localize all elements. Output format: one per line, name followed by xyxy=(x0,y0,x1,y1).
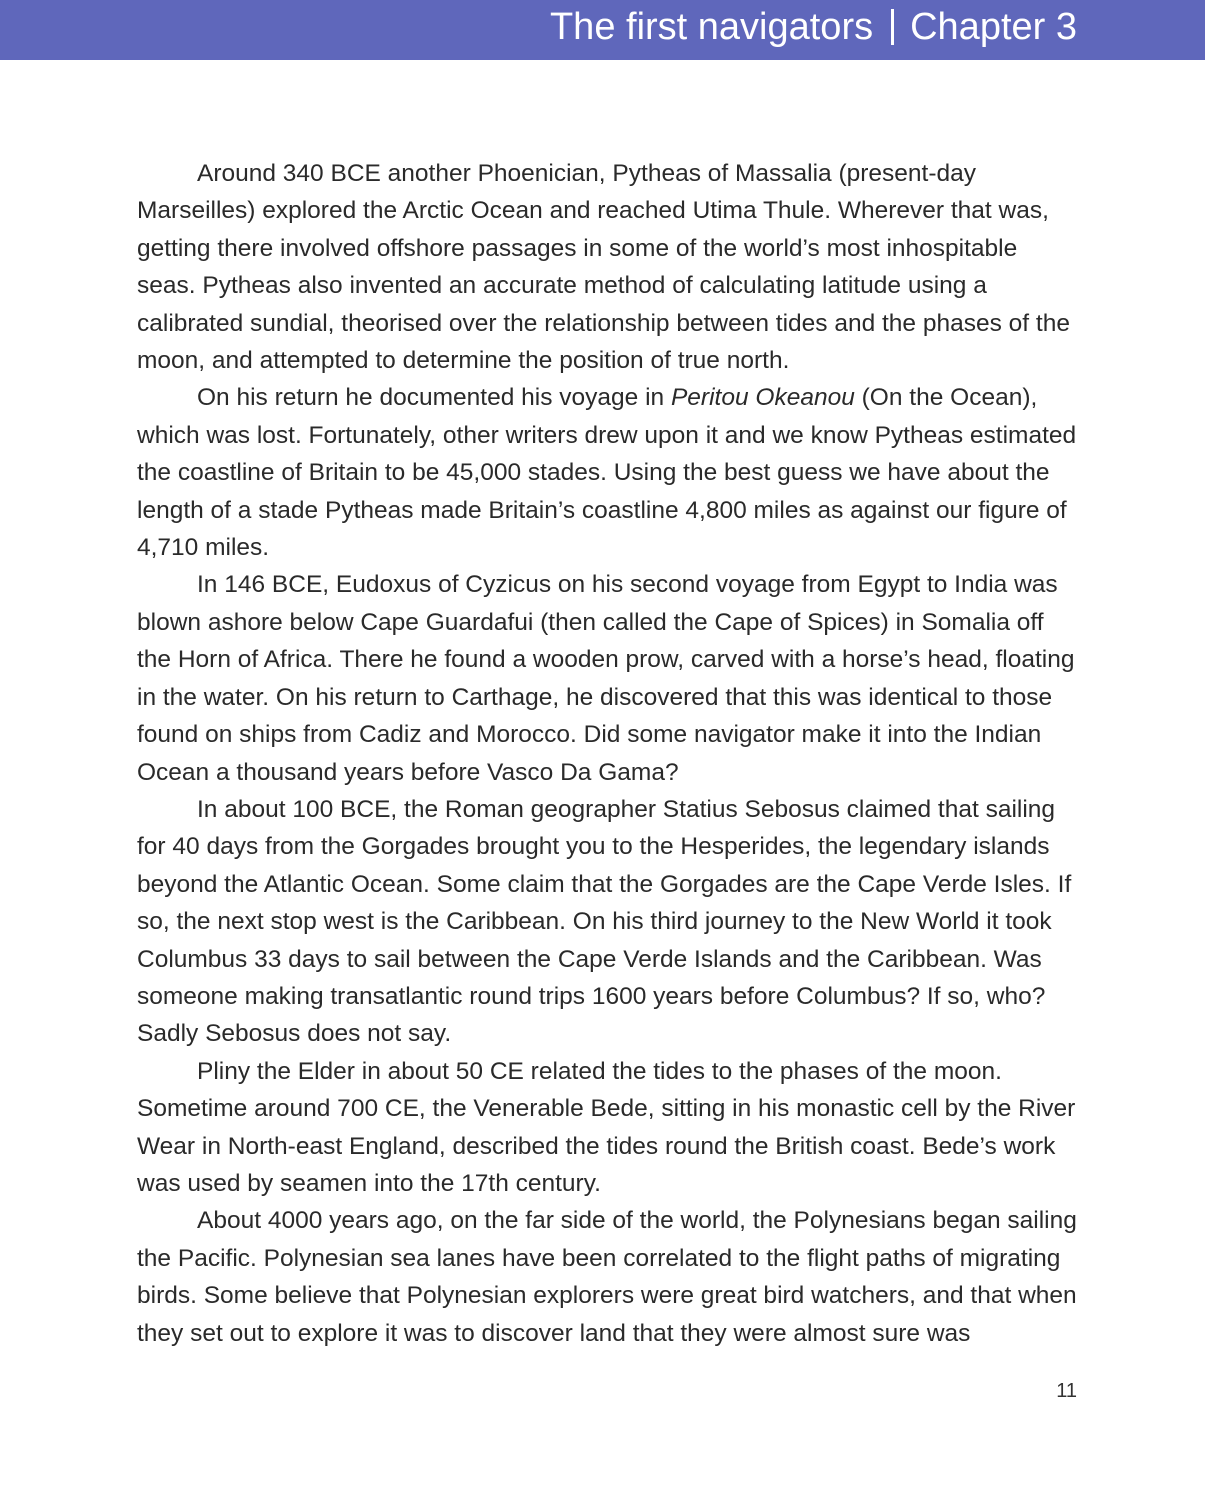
paragraph-text-before: On his return he documented his voyage in xyxy=(197,384,671,412)
body-text xyxy=(137,155,1079,1352)
page-number: 11 xyxy=(1056,1380,1077,1402)
paragraph-peritou-okeanou xyxy=(137,379,1079,566)
paragraph-pytheas: Around 340 BCE another Phoenician, Pytheas of Massalia (present-day Marseilles) explored the Arctic Ocean and reached Utima Thule. Wherever that was, getting there involved offshore passages in some of the world’s most inhospitable seas. Pytheas also invented an accurate method of calculating latitude using a calibrated sundial, theorised over the relationship between tides and the phases of the moon, and attempted to determine the position of true north. xyxy=(137,160,1070,375)
running-header xyxy=(550,3,1077,51)
book-title-italic: Peritou Okeanou xyxy=(670,384,855,412)
paragraph-polynesians: About 4000 years ago, on the far side of the world, the Polynesians began sailing the Pacific. Polynesian sea lanes have been correlated to the flight paths of migrating birds. Some believe that Polynesian explorers were great bird watchers, and that when they set out to explore it was to discover land that they were almost sure was xyxy=(137,1207,1077,1347)
book-title: The first navigators xyxy=(549,6,874,48)
paragraph-pliny-bede: Pliny the Elder in about 50 CE related the tides to the phases of the moon. Sometime around 700 CE, the Venerable Bede, sitting in his monastic cell by the River Wear in North-east England, described the tides round the British coast. Bede’s work was used by seamen into the 17th century. xyxy=(137,1057,1076,1197)
paragraph-eudoxus: In 146 BCE, Eudoxus of Cyzicus on his second voyage from Egypt to India was blown ashore below Cape Guardafui (then called the Cape of Spices) in Somalia off the Horn of Africa. There he found a wooden prow, carved with a horse’s head, floating in the water. On his return to Carthage, he discovered that this was identical to those found on ships from Cadiz and Morocco. Did some navigator make it into the Indian Ocean a thousand years before Vasco Da Gama? xyxy=(137,571,1075,786)
paragraph-text-after: (On the Ocean), which was lost. Fortunately, other writers drew upon it and we know Pytheas estimated the coastline of Britain to be 45,000 stades. Using the best guess we have about the length of a stade Pytheas made Britain’s coastline 4,800 miles as against our figure of 4,710 miles. xyxy=(137,384,1077,562)
paragraph-sebosus: In about 100 BCE, the Roman geographer Statius Sebosus claimed that sailing for 40 days from the Gorgades brought you to the Hesperides, the legendary islands beyond the Atlantic Ocean. Some claim that the Gorgades are the Cape Verde Isles. If so, the next stop west is the Caribbean. On his third journey to the New World it took Columbus 33 days to sail between the Cape Verde Islands and the Caribbean. Was someone making transatlantic round trips 1600 years before Columbus? If so, who? Sadly Sebosus does not say. xyxy=(137,795,1072,1048)
header-divider xyxy=(891,9,894,45)
chapter-label: Chapter 3 xyxy=(910,6,1077,48)
chapter-header-bar xyxy=(0,0,1205,60)
